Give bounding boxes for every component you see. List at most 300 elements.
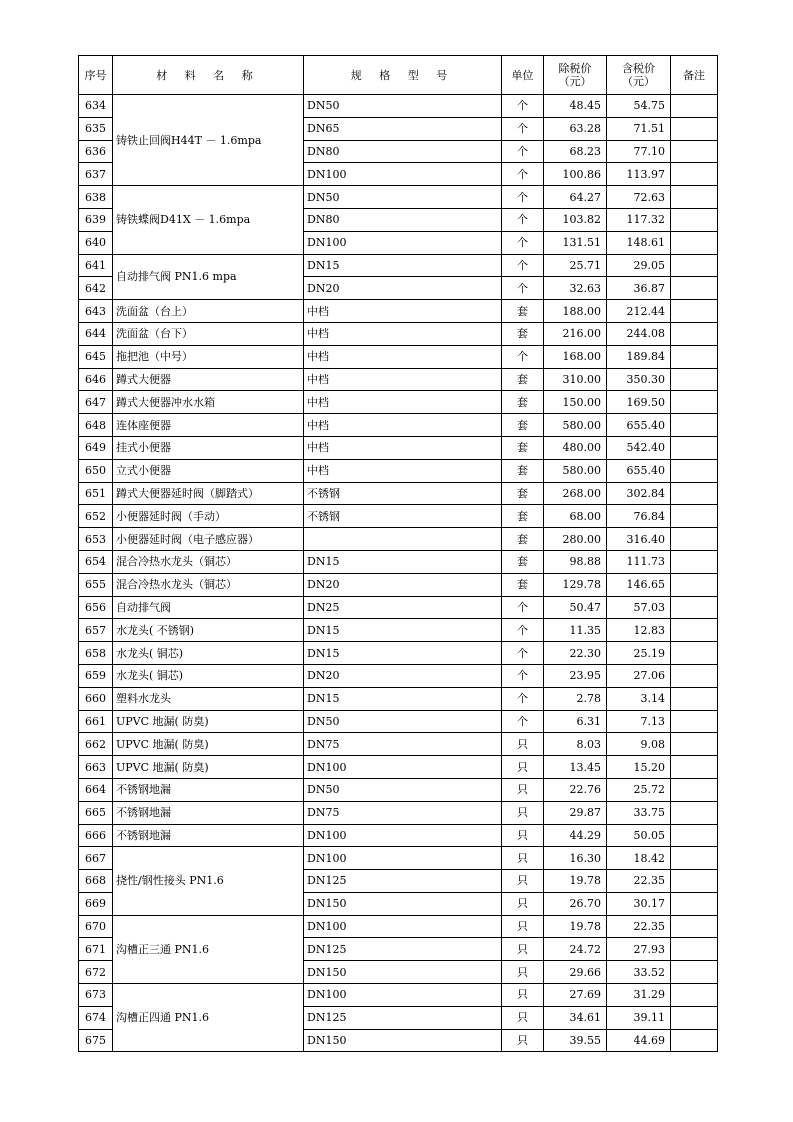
remark-cell xyxy=(671,778,718,801)
spec-model-cell xyxy=(304,528,502,551)
row-seq-number: 647 xyxy=(79,391,113,414)
spec-model-cell: DN50 xyxy=(304,778,502,801)
spec-model-cell: DN100 xyxy=(304,847,502,870)
price-incl-tax-cell: 22.35 xyxy=(607,870,671,893)
price-incl-tax-cell: 29.05 xyxy=(607,254,671,277)
row-seq-number: 667 xyxy=(79,847,113,870)
price-excl-tax-cell: 216.00 xyxy=(544,322,607,345)
unit-cell: 只 xyxy=(502,984,544,1007)
price-incl-tax-cell: 12.83 xyxy=(607,619,671,642)
price-excl-tax-cell: 68.23 xyxy=(544,140,607,163)
price-incl-tax-cell: 39.11 xyxy=(607,1006,671,1029)
unit-cell: 套 xyxy=(502,573,544,596)
unit-cell: 个 xyxy=(502,231,544,254)
material-name-cell: 不锈钢地漏 xyxy=(113,824,304,847)
material-name-cell: 小便器延时阀（手动） xyxy=(113,505,304,528)
row-seq-number: 636 xyxy=(79,140,113,163)
material-name-cell: UPVC 地漏( 防臭) xyxy=(113,710,304,733)
remark-cell xyxy=(671,733,718,756)
row-seq-number: 638 xyxy=(79,186,113,209)
unit-cell: 个 xyxy=(502,208,544,231)
price-excl-tax-cell: 23.95 xyxy=(544,664,607,687)
table-row xyxy=(79,642,718,665)
row-seq-number: 674 xyxy=(79,1006,113,1029)
spec-model-cell: DN20 xyxy=(304,277,502,300)
remark-cell xyxy=(671,961,718,984)
table-row xyxy=(79,186,718,209)
price-excl-tax-cell: 22.30 xyxy=(544,642,607,665)
remark-cell xyxy=(671,528,718,551)
spec-model-cell: DN50 xyxy=(304,710,502,733)
table-row xyxy=(79,300,718,323)
price-incl-tax-cell: 76.84 xyxy=(607,505,671,528)
remark-cell xyxy=(671,687,718,710)
spec-model-cell: DN100 xyxy=(304,915,502,938)
price-excl-tax-cell: 100.86 xyxy=(544,163,607,186)
row-seq-number: 661 xyxy=(79,710,113,733)
row-seq-number: 659 xyxy=(79,664,113,687)
material-name-cell: 不锈钢地漏 xyxy=(113,801,304,824)
price-incl-tax-cell: 111.73 xyxy=(607,550,671,573)
price-excl-tax-cell: 150.00 xyxy=(544,391,607,414)
price-excl-tax-cell: 44.29 xyxy=(544,824,607,847)
price-excl-tax-cell: 129.78 xyxy=(544,573,607,596)
remark-cell xyxy=(671,984,718,1007)
material-name-cell: UPVC 地漏( 防臭) xyxy=(113,733,304,756)
remark-cell xyxy=(671,254,718,277)
material-name-cell: UPVC 地漏( 防臭) xyxy=(113,756,304,779)
remark-cell xyxy=(671,756,718,779)
remark-cell xyxy=(671,482,718,505)
material-name-cell: 蹲式大便器延时阀（脚踏式） xyxy=(113,482,304,505)
price-excl-tax-cell: 310.00 xyxy=(544,368,607,391)
unit-cell: 套 xyxy=(502,322,544,345)
unit-cell: 个 xyxy=(502,163,544,186)
price-excl-tax-cell: 50.47 xyxy=(544,596,607,619)
spec-model-cell: DN80 xyxy=(304,208,502,231)
price-incl-tax-cell: 25.19 xyxy=(607,642,671,665)
material-name-cell: 沟槽正四通 PN1.6 xyxy=(113,984,304,1052)
material-name-cell: 铸铁蝶阀D41X － 1.6mpa xyxy=(113,186,304,254)
price-excl-tax-cell: 188.00 xyxy=(544,300,607,323)
spec-model-cell: DN25 xyxy=(304,596,502,619)
remark-cell xyxy=(671,117,718,140)
price-incl-tax-cell: 36.87 xyxy=(607,277,671,300)
row-seq-number: 668 xyxy=(79,870,113,893)
row-seq-number: 669 xyxy=(79,892,113,915)
spec-model-cell: DN20 xyxy=(304,573,502,596)
price-excl-tax-cell: 29.66 xyxy=(544,961,607,984)
remark-cell xyxy=(671,642,718,665)
table-row xyxy=(79,550,718,573)
price-excl-tax-cell: 39.55 xyxy=(544,1029,607,1052)
unit-cell: 个 xyxy=(502,277,544,300)
unit-cell: 只 xyxy=(502,1006,544,1029)
header-seq: 序号 xyxy=(79,56,113,95)
price-excl-tax-cell: 27.69 xyxy=(544,984,607,1007)
unit-cell: 只 xyxy=(502,1029,544,1052)
row-seq-number: 639 xyxy=(79,208,113,231)
unit-cell: 个 xyxy=(502,345,544,368)
unit-cell: 个 xyxy=(502,254,544,277)
price-excl-tax-cell: 29.87 xyxy=(544,801,607,824)
price-incl-tax-cell: 77.10 xyxy=(607,140,671,163)
table-row xyxy=(79,710,718,733)
header-price-excl-tax-line2: （元） xyxy=(558,75,592,88)
price-incl-tax-cell: 18.42 xyxy=(607,847,671,870)
row-seq-number: 645 xyxy=(79,345,113,368)
row-seq-number: 642 xyxy=(79,277,113,300)
remark-cell xyxy=(671,345,718,368)
price-incl-tax-cell: 113.97 xyxy=(607,163,671,186)
unit-cell: 套 xyxy=(502,505,544,528)
material-name-cell: 铸铁止回阀H44T － 1.6mpa xyxy=(113,95,304,186)
material-name-cell: 自动排气阀 PN1.6 mpa xyxy=(113,254,304,300)
remark-cell xyxy=(671,459,718,482)
price-excl-tax-cell: 580.00 xyxy=(544,459,607,482)
unit-cell: 套 xyxy=(502,482,544,505)
spec-model-cell: DN150 xyxy=(304,892,502,915)
price-excl-tax-cell: 32.63 xyxy=(544,277,607,300)
unit-cell: 只 xyxy=(502,870,544,893)
spec-model-cell: DN20 xyxy=(304,664,502,687)
table-row xyxy=(79,459,718,482)
unit-cell: 个 xyxy=(502,619,544,642)
remark-cell xyxy=(671,1029,718,1052)
remark-cell xyxy=(671,801,718,824)
price-incl-tax-cell: 71.51 xyxy=(607,117,671,140)
spec-model-cell: DN50 xyxy=(304,186,502,209)
remark-cell xyxy=(671,277,718,300)
header-material-name: 材 料 名 称 xyxy=(113,56,304,95)
material-name-cell: 连体座便器 xyxy=(113,414,304,437)
unit-cell: 套 xyxy=(502,459,544,482)
row-seq-number: 664 xyxy=(79,778,113,801)
price-table xyxy=(78,55,718,1052)
remark-cell xyxy=(671,870,718,893)
price-excl-tax-cell: 13.45 xyxy=(544,756,607,779)
table-row xyxy=(79,596,718,619)
price-excl-tax-cell: 25.71 xyxy=(544,254,607,277)
material-name-cell: 拖把池（中号） xyxy=(113,345,304,368)
spec-model-cell: DN15 xyxy=(304,550,502,573)
remark-cell xyxy=(671,95,718,118)
price-incl-tax-cell: 54.75 xyxy=(607,95,671,118)
price-excl-tax-cell: 268.00 xyxy=(544,482,607,505)
row-seq-number: 655 xyxy=(79,573,113,596)
spec-model-cell: DN100 xyxy=(304,231,502,254)
row-seq-number: 643 xyxy=(79,300,113,323)
table-row xyxy=(79,368,718,391)
spec-model-cell: 中档 xyxy=(304,391,502,414)
table-body xyxy=(79,95,718,1052)
price-excl-tax-cell: 168.00 xyxy=(544,345,607,368)
header-price-excl-tax-line1: 除税价 xyxy=(558,62,592,75)
table-row xyxy=(79,687,718,710)
spec-model-cell: DN15 xyxy=(304,619,502,642)
spec-model-cell: 中档 xyxy=(304,436,502,459)
row-seq-number: 653 xyxy=(79,528,113,551)
remark-cell xyxy=(671,1006,718,1029)
row-seq-number: 646 xyxy=(79,368,113,391)
price-incl-tax-cell: 15.20 xyxy=(607,756,671,779)
header-price-excl-tax xyxy=(544,56,607,95)
row-seq-number: 651 xyxy=(79,482,113,505)
row-seq-number: 673 xyxy=(79,984,113,1007)
table-row xyxy=(79,756,718,779)
price-incl-tax-cell: 22.35 xyxy=(607,915,671,938)
spec-model-cell: 中档 xyxy=(304,414,502,437)
row-seq-number: 644 xyxy=(79,322,113,345)
price-incl-tax-cell: 655.40 xyxy=(607,414,671,437)
remark-cell xyxy=(671,368,718,391)
row-seq-number: 656 xyxy=(79,596,113,619)
price-excl-tax-cell: 8.03 xyxy=(544,733,607,756)
unit-cell: 个 xyxy=(502,117,544,140)
table-row xyxy=(79,619,718,642)
material-name-cell: 洗面盆（台上） xyxy=(113,300,304,323)
price-incl-tax-cell: 350.30 xyxy=(607,368,671,391)
price-excl-tax-cell: 131.51 xyxy=(544,231,607,254)
remark-cell xyxy=(671,414,718,437)
price-excl-tax-cell: 48.45 xyxy=(544,95,607,118)
row-seq-number: 635 xyxy=(79,117,113,140)
table-row xyxy=(79,778,718,801)
material-name-cell: 挂式小便器 xyxy=(113,436,304,459)
price-excl-tax-cell: 480.00 xyxy=(544,436,607,459)
remark-cell xyxy=(671,436,718,459)
spec-model-cell: DN75 xyxy=(304,733,502,756)
spec-model-cell: DN15 xyxy=(304,642,502,665)
row-seq-number: 652 xyxy=(79,505,113,528)
row-seq-number: 666 xyxy=(79,824,113,847)
spec-model-cell: DN125 xyxy=(304,938,502,961)
spec-model-cell: DN100 xyxy=(304,984,502,1007)
unit-cell: 个 xyxy=(502,642,544,665)
remark-cell xyxy=(671,664,718,687)
price-incl-tax-cell: 655.40 xyxy=(607,459,671,482)
material-name-cell: 混合冷热水龙头（铜芯） xyxy=(113,550,304,573)
price-incl-tax-cell: 316.40 xyxy=(607,528,671,551)
price-incl-tax-cell: 542.40 xyxy=(607,436,671,459)
row-seq-number: 654 xyxy=(79,550,113,573)
price-incl-tax-cell: 117.32 xyxy=(607,208,671,231)
unit-cell: 套 xyxy=(502,436,544,459)
table-row xyxy=(79,254,718,277)
unit-cell: 套 xyxy=(502,414,544,437)
price-excl-tax-cell: 34.61 xyxy=(544,1006,607,1029)
spec-model-cell: DN150 xyxy=(304,961,502,984)
price-incl-tax-cell: 302.84 xyxy=(607,482,671,505)
unit-cell: 个 xyxy=(502,687,544,710)
remark-cell xyxy=(671,710,718,733)
remark-cell xyxy=(671,573,718,596)
unit-cell: 个 xyxy=(502,140,544,163)
table-row xyxy=(79,95,718,118)
price-excl-tax-cell: 24.72 xyxy=(544,938,607,961)
price-excl-tax-cell: 68.00 xyxy=(544,505,607,528)
table-row xyxy=(79,573,718,596)
unit-cell: 个 xyxy=(502,95,544,118)
price-incl-tax-cell: 33.52 xyxy=(607,961,671,984)
price-excl-tax-cell: 63.28 xyxy=(544,117,607,140)
table-row xyxy=(79,505,718,528)
row-seq-number: 634 xyxy=(79,95,113,118)
spec-model-cell: DN80 xyxy=(304,140,502,163)
price-incl-tax-cell: 148.61 xyxy=(607,231,671,254)
row-seq-number: 670 xyxy=(79,915,113,938)
header-unit: 单位 xyxy=(502,56,544,95)
spec-model-cell: 不锈钢 xyxy=(304,482,502,505)
remark-cell xyxy=(671,596,718,619)
price-incl-tax-cell: 146.65 xyxy=(607,573,671,596)
unit-cell: 套 xyxy=(502,391,544,414)
table-row xyxy=(79,414,718,437)
price-incl-tax-cell: 212.44 xyxy=(607,300,671,323)
row-seq-number: 663 xyxy=(79,756,113,779)
row-seq-number: 662 xyxy=(79,733,113,756)
price-excl-tax-cell: 98.88 xyxy=(544,550,607,573)
header-price-incl-tax xyxy=(607,56,671,95)
spec-model-cell: 中档 xyxy=(304,368,502,391)
unit-cell: 套 xyxy=(502,368,544,391)
spec-model-cell: 中档 xyxy=(304,345,502,368)
spec-model-cell: 中档 xyxy=(304,459,502,482)
table-row xyxy=(79,528,718,551)
remark-cell xyxy=(671,231,718,254)
price-incl-tax-cell: 189.84 xyxy=(607,345,671,368)
row-seq-number: 641 xyxy=(79,254,113,277)
remark-cell xyxy=(671,505,718,528)
row-seq-number: 675 xyxy=(79,1029,113,1052)
table-row xyxy=(79,733,718,756)
unit-cell: 个 xyxy=(502,710,544,733)
price-excl-tax-cell: 19.78 xyxy=(544,915,607,938)
spec-model-cell: DN65 xyxy=(304,117,502,140)
price-excl-tax-cell: 580.00 xyxy=(544,414,607,437)
table-row xyxy=(79,847,718,870)
material-name-cell: 水龙头( 铜芯) xyxy=(113,642,304,665)
spec-model-cell: DN100 xyxy=(304,756,502,779)
material-name-cell: 小便器延时阀（电子感应器） xyxy=(113,528,304,551)
material-name-cell: 塑料水龙头 xyxy=(113,687,304,710)
price-incl-tax-cell: 9.08 xyxy=(607,733,671,756)
unit-cell: 只 xyxy=(502,961,544,984)
price-excl-tax-cell: 64.27 xyxy=(544,186,607,209)
row-seq-number: 660 xyxy=(79,687,113,710)
remark-cell xyxy=(671,619,718,642)
remark-cell xyxy=(671,391,718,414)
table-row xyxy=(79,322,718,345)
row-seq-number: 649 xyxy=(79,436,113,459)
unit-cell: 套 xyxy=(502,550,544,573)
remark-cell xyxy=(671,300,718,323)
price-incl-tax-cell: 72.63 xyxy=(607,186,671,209)
spec-model-cell: DN15 xyxy=(304,254,502,277)
remark-cell xyxy=(671,163,718,186)
remark-cell xyxy=(671,186,718,209)
header-row xyxy=(79,56,718,95)
table-row xyxy=(79,482,718,505)
row-seq-number: 650 xyxy=(79,459,113,482)
remark-cell xyxy=(671,140,718,163)
price-incl-tax-cell: 31.29 xyxy=(607,984,671,1007)
row-seq-number: 672 xyxy=(79,961,113,984)
spec-model-cell: DN100 xyxy=(304,824,502,847)
unit-cell: 个 xyxy=(502,664,544,687)
unit-cell: 套 xyxy=(502,528,544,551)
price-excl-tax-cell: 103.82 xyxy=(544,208,607,231)
row-seq-number: 637 xyxy=(79,163,113,186)
table-row xyxy=(79,824,718,847)
spec-model-cell: DN75 xyxy=(304,801,502,824)
spec-model-cell: 中档 xyxy=(304,300,502,323)
unit-cell: 只 xyxy=(502,915,544,938)
price-incl-tax-cell: 3.14 xyxy=(607,687,671,710)
unit-cell: 只 xyxy=(502,938,544,961)
table-row xyxy=(79,345,718,368)
spec-model-cell: 中档 xyxy=(304,322,502,345)
material-name-cell: 水龙头( 不锈钢) xyxy=(113,619,304,642)
unit-cell: 只 xyxy=(502,733,544,756)
spec-model-cell: 不锈钢 xyxy=(304,505,502,528)
spec-model-cell: DN150 xyxy=(304,1029,502,1052)
remark-cell xyxy=(671,322,718,345)
spec-model-cell: DN50 xyxy=(304,95,502,118)
unit-cell: 只 xyxy=(502,778,544,801)
remark-cell xyxy=(671,847,718,870)
table-row xyxy=(79,915,718,938)
unit-cell: 只 xyxy=(502,847,544,870)
remark-cell xyxy=(671,892,718,915)
unit-cell: 套 xyxy=(502,300,544,323)
price-excl-tax-cell: 2.78 xyxy=(544,687,607,710)
price-incl-tax-cell: 33.75 xyxy=(607,801,671,824)
unit-cell: 只 xyxy=(502,756,544,779)
material-name-cell: 蹲式大便器冲水水箱 xyxy=(113,391,304,414)
row-seq-number: 657 xyxy=(79,619,113,642)
material-name-cell: 自动排气阀 xyxy=(113,596,304,619)
price-excl-tax-cell: 22.76 xyxy=(544,778,607,801)
material-name-cell: 立式小便器 xyxy=(113,459,304,482)
material-name-cell: 洗面盆（台下） xyxy=(113,322,304,345)
price-incl-tax-cell: 27.06 xyxy=(607,664,671,687)
row-seq-number: 640 xyxy=(79,231,113,254)
header-price-incl-tax-line2: （元） xyxy=(622,75,655,88)
price-incl-tax-cell: 25.72 xyxy=(607,778,671,801)
row-seq-number: 648 xyxy=(79,414,113,437)
remark-cell xyxy=(671,208,718,231)
price-incl-tax-cell: 57.03 xyxy=(607,596,671,619)
table-row xyxy=(79,391,718,414)
price-excl-tax-cell: 280.00 xyxy=(544,528,607,551)
unit-cell: 个 xyxy=(502,596,544,619)
remark-cell xyxy=(671,938,718,961)
price-incl-tax-cell: 7.13 xyxy=(607,710,671,733)
spec-model-cell: DN100 xyxy=(304,163,502,186)
table-row xyxy=(79,984,718,1007)
row-seq-number: 658 xyxy=(79,642,113,665)
price-incl-tax-cell: 30.17 xyxy=(607,892,671,915)
table-row xyxy=(79,801,718,824)
material-name-cell: 混合冷热水龙头（铜芯） xyxy=(113,573,304,596)
price-excl-tax-cell: 6.31 xyxy=(544,710,607,733)
price-excl-tax-cell: 11.35 xyxy=(544,619,607,642)
spec-model-cell: DN15 xyxy=(304,687,502,710)
row-seq-number: 665 xyxy=(79,801,113,824)
price-excl-tax-cell: 26.70 xyxy=(544,892,607,915)
spec-model-cell: DN125 xyxy=(304,870,502,893)
